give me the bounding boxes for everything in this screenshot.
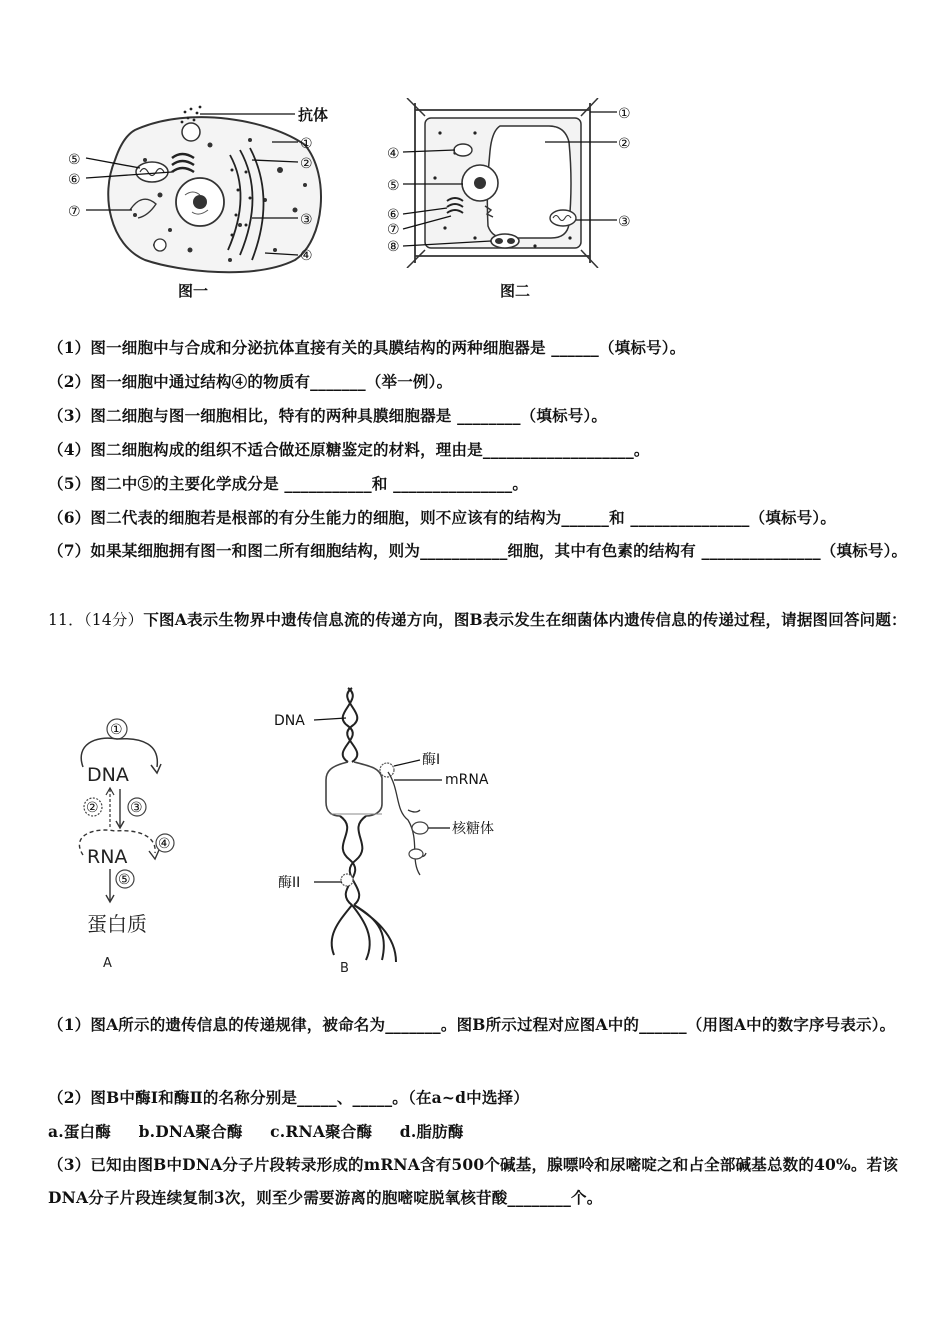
label-1: ① [618,106,631,122]
q10-5: （5）图二中⑤的主要化学成分是 ___________和 _______________。 [48,474,529,493]
figureB-bacterial-expression [270,680,510,980]
option-d: d.脂肪酶 [399,1122,464,1141]
label-6: ⑥ [387,207,400,223]
label-5: ⑤ [387,178,400,194]
figure1-animal-cell [60,100,350,305]
figB-ribosome: 核糖体 [452,821,494,837]
mitochondrion [550,210,576,226]
label-7: ⑦ [68,204,81,220]
option-b: b.DNA聚合酶 [138,1122,243,1141]
q11-2: （2）图B中酶Ⅰ和酶Ⅱ的名称分别是_____、_____。（在a~d中选择） [48,1088,529,1107]
q10-1: （1）图一细胞中与合成和分泌抗体直接有关的具膜结构的两种细胞器是 ______（填标号）。 [48,338,686,357]
q11-stem [48,603,908,637]
figB-enzyme2: 酶II [278,875,301,891]
figB-dna: DNA [274,713,305,729]
label-7: ⑦ [387,222,400,238]
figA-label-3: ③ [130,800,143,816]
figA-rna: RNA [87,846,128,868]
enzyme1-shape [380,763,394,777]
label-4: ④ [300,248,313,264]
label-2: ② [300,156,313,172]
figB-caption: B [340,961,349,976]
figA-label-2: ② [86,800,99,816]
figB-enzyme1: 酶I [422,752,441,768]
figA-protein: 蛋白质 [87,912,147,936]
figA-dna: DNA [87,764,129,786]
q11-points: （14分） [83,611,144,629]
label-8: ⑧ [387,239,400,255]
q11-number: 11． [48,611,84,629]
q10-3: （3）图二细胞与图一细胞相比，特有的两种具膜细胞器是 ________（填标号）。 [48,406,608,425]
enzyme2-shape [341,874,353,886]
figA-label-1: ① [110,722,123,738]
q11-1: （1）图A所示的遗传信息的传递规律，被命名为_______。图B所示过程对应图A中的______（用图A中的数字序号表示）。 [48,1015,896,1034]
figure1-caption: 图一 [178,282,209,300]
q10-7: （7）如果某细胞拥有图一和图二所有细胞结构，则为___________细胞，其中有色素的结构有 _______________（填标号）。 [48,541,908,560]
q11-options [48,1120,464,1142]
label-5: ⑤ [68,152,81,168]
figB-mrna: mRNA [445,772,489,788]
figA-caption: A [103,956,112,971]
ribosome [412,822,428,834]
label-2: ② [618,136,631,152]
label-3: ③ [618,214,631,230]
q10-6: （6）图二代表的细胞若是根部的有分生能力的细胞，则不应该有的结构为______和 _______________（填标号）。 [48,508,837,527]
label-6: ⑥ [68,172,81,188]
figA-label-4: ④ [158,836,171,852]
label-4: ④ [387,146,400,162]
q10-4: （4）图二细胞构成的组织不适合做还原糖鉴定的材料，理由是___________________。 [48,440,650,459]
label-1: ① [300,136,313,152]
option-c: c.RNA聚合酶 [270,1122,373,1141]
q11-3: （3）已知由图B中DNA分子片段转录形成的mRNA含有500个碱基，腺嘌呤和尿嘧啶之和占全部碱基总数的40%。若该DNA分子片段连续复制3次，则至少需要游离的胞嘧啶脱氧核苷酸________个。 [48,1155,899,1207]
figureA-central-dogma [65,715,205,975]
figure2-caption: 图二 [500,282,531,300]
figure2-plant-cell [385,98,645,268]
label-antibody: 抗体 [298,106,329,124]
q10-2: （2）图一细胞中通过结构④的物质有_______（举一例）。 [48,372,453,391]
figA-label-5: ⑤ [118,872,131,888]
q11-stem-text: 下图A表示生物界中遗传信息流的传递方向，图B表示发生在细菌体内遗传信息的传递过程，请据图回答问题： [143,610,907,629]
option-a: a.蛋白酶 [48,1122,111,1141]
label-3: ③ [300,212,313,228]
